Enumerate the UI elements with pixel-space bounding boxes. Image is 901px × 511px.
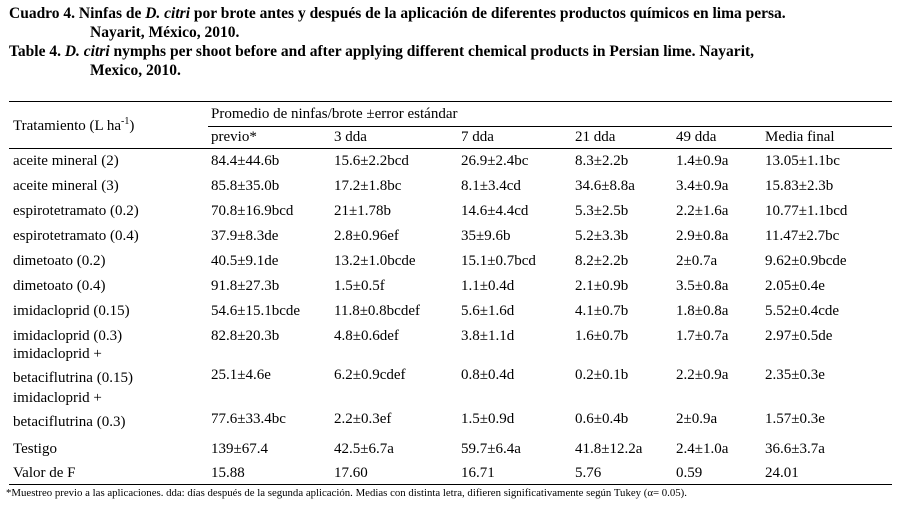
table-cell: 1.5±0.5f xyxy=(334,278,385,294)
table-cell: 15.1±0.7bcd xyxy=(461,253,536,269)
table-cell: 15.83±2.3b xyxy=(765,178,834,194)
table-cell: 13.2±1.0bcde xyxy=(334,253,416,269)
table-cell: 9.62±0.9bcde xyxy=(765,253,847,269)
column-header: previo* xyxy=(211,129,257,145)
table-cell: 77.6±33.4bc xyxy=(211,411,286,427)
table-cell: 42.5±6.7a xyxy=(334,441,394,457)
table-cell: 2±0.9a xyxy=(676,411,718,427)
table-cell: 6.2±0.9cdef xyxy=(334,367,406,383)
table-cell: 15.6±2.2bcd xyxy=(334,153,409,169)
treatment-name-line1: imidacloprid + xyxy=(13,390,102,406)
table-cell: 8.3±2.2b xyxy=(575,153,629,169)
caption-english-line2: Mexico, 2010. xyxy=(90,62,181,79)
table-cell: 10.77±1.1bcd xyxy=(765,203,848,219)
table-cell: 70.8±16.9bcd xyxy=(211,203,294,219)
table-cell: 1.5±0.9d xyxy=(461,411,515,427)
table-cell: 26.9±2.4bc xyxy=(461,153,529,169)
table-cell: 2.05±0.4e xyxy=(765,278,825,294)
table-cell: 0.59 xyxy=(676,465,703,481)
table-cell: 41.8±12.2a xyxy=(575,441,643,457)
table-cell: 2.2±0.3ef xyxy=(334,411,392,427)
table-cell: 2±0.7a xyxy=(676,253,718,269)
treatment-name: dimetoato (0.4) xyxy=(13,278,106,294)
table-cell: 2.2±1.6a xyxy=(676,203,729,219)
table-cell: 5.76 xyxy=(575,465,602,481)
table-cell: 34.6±8.8a xyxy=(575,178,635,194)
caption-english-line1: Table 4. D. citri nymphs per shoot before and after applying different chemical products in Persian lime. Nayarit, xyxy=(9,43,755,60)
caption-spanish xyxy=(9,4,786,42)
treatment-name: espirotetramato (0.4) xyxy=(13,228,139,244)
table-cell: 0.8±0.4d xyxy=(461,367,515,383)
table-cell: 24.01 xyxy=(765,465,799,481)
column-header: 49 dda xyxy=(676,129,717,145)
table-cell: 3.4±0.9a xyxy=(676,178,729,194)
table-cell: 25.1±4.6e xyxy=(211,367,271,383)
table-cell: 15.88 xyxy=(211,465,245,481)
table-cell: 35±9.6b xyxy=(461,228,511,244)
treatment-name: aceite mineral (3) xyxy=(13,178,119,194)
group-header-rule xyxy=(208,126,892,127)
caption-spanish-line2: Nayarit, México, 2010. xyxy=(90,24,240,41)
column-header: 3 dda xyxy=(334,129,367,145)
table-cell: 0.2±0.1b xyxy=(575,367,629,383)
table-cell: 2.8±0.96ef xyxy=(334,228,399,244)
table-cell: 2.35±0.3e xyxy=(765,367,825,383)
group-header: Promedio de ninfas/brote ±error estándar xyxy=(211,106,458,122)
treatment-name: Valor de F xyxy=(13,465,76,481)
treatment-name-line2: betaciflutrina (0.15) xyxy=(13,370,133,386)
table-cell: 5.6±1.6d xyxy=(461,303,515,319)
table-cell: 54.6±15.1bcde xyxy=(211,303,301,319)
table-cell: 2.1±0.9b xyxy=(575,278,629,294)
treatment-name: Testigo xyxy=(13,441,57,457)
table-cell: 82.8±20.3b xyxy=(211,328,280,344)
table-cell: 14.6±4.4cd xyxy=(461,203,529,219)
table-cell: 17.60 xyxy=(334,465,368,481)
column-header: 21 dda xyxy=(575,129,616,145)
table-cell: 3.5±0.8a xyxy=(676,278,729,294)
table-bottom-rule xyxy=(9,484,892,485)
table-cell: 1.1±0.4d xyxy=(461,278,515,294)
footnote: *Muestreo previo a las aplicaciones. dda: días después de la segunda aplicación. Medias con distinta letra, difieren significativamente según Tukey (α= 0.05). xyxy=(6,487,687,499)
table-cell: 1.4±0.9a xyxy=(676,153,729,169)
table-cell: 21±1.78b xyxy=(334,203,391,219)
table-cell: 11.8±0.8bcdef xyxy=(334,303,420,319)
treatment-name: espirotetramato (0.2) xyxy=(13,203,139,219)
table-cell: 4.8±0.6def xyxy=(334,328,399,344)
treatment-name-line1: imidacloprid + xyxy=(13,346,102,362)
table-cell: 4.1±0.7b xyxy=(575,303,629,319)
table-cell: 11.47±2.7bc xyxy=(765,228,840,244)
table-cell: 2.9±0.8a xyxy=(676,228,729,244)
table-top-rule xyxy=(9,101,892,102)
header-bottom-rule xyxy=(9,148,892,149)
table-cell: 1.8±0.8a xyxy=(676,303,729,319)
table-cell: 5.3±2.5b xyxy=(575,203,629,219)
treatment-name-line2: betaciflutrina (0.3) xyxy=(13,414,126,430)
table-cell: 1.57±0.3e xyxy=(765,411,825,427)
table-cell: 2.2±0.9a xyxy=(676,367,729,383)
treatment-name: aceite mineral (2) xyxy=(13,153,119,169)
table-cell: 40.5±9.1de xyxy=(211,253,279,269)
table-cell: 5.2±3.3b xyxy=(575,228,629,244)
column-header: Media final xyxy=(765,129,835,145)
row-header: Tratamiento (L $ha^{-1}$) xyxy=(13,116,135,134)
table-cell: 59.7±6.4a xyxy=(461,441,521,457)
table-cell: 3.8±1.1d xyxy=(461,328,515,344)
table-cell: 0.6±0.4b xyxy=(575,411,629,427)
table-cell: 91.8±27.3b xyxy=(211,278,280,294)
table-cell: 5.52±0.4cde xyxy=(765,303,840,319)
caption-english xyxy=(9,42,754,80)
table-cell: 37.9±8.3de xyxy=(211,228,279,244)
table-cell: 17.2±1.8bc xyxy=(334,178,402,194)
table-cell: 2.4±1.0a xyxy=(676,441,729,457)
table-cell: 2.97±0.5de xyxy=(765,328,833,344)
caption-spanish-line1: Cuadro 4. Ninfas de D. citri por brote antes y después de la aplicación de diferentes productos químicos en lima persa. xyxy=(9,5,786,22)
table-cell: 85.8±35.0b xyxy=(211,178,280,194)
table-cell: 13.05±1.1bc xyxy=(765,153,840,169)
table-cell: 36.6±3.7a xyxy=(765,441,825,457)
treatment-name: imidacloprid (0.15) xyxy=(13,303,130,319)
table-cell: 1.6±0.7b xyxy=(575,328,629,344)
treatment-name: dimetoato (0.2) xyxy=(13,253,106,269)
table-cell: 139±67.4 xyxy=(211,441,268,457)
treatment-name: imidacloprid (0.3) xyxy=(13,328,123,344)
table-cell: 8.2±2.2b xyxy=(575,253,629,269)
table-cell: 8.1±3.4cd xyxy=(461,178,521,194)
table-cell: 84.4±44.6b xyxy=(211,153,280,169)
table-cell: 16.71 xyxy=(461,465,495,481)
table-cell: 1.7±0.7a xyxy=(676,328,729,344)
column-header: 7 dda xyxy=(461,129,494,145)
